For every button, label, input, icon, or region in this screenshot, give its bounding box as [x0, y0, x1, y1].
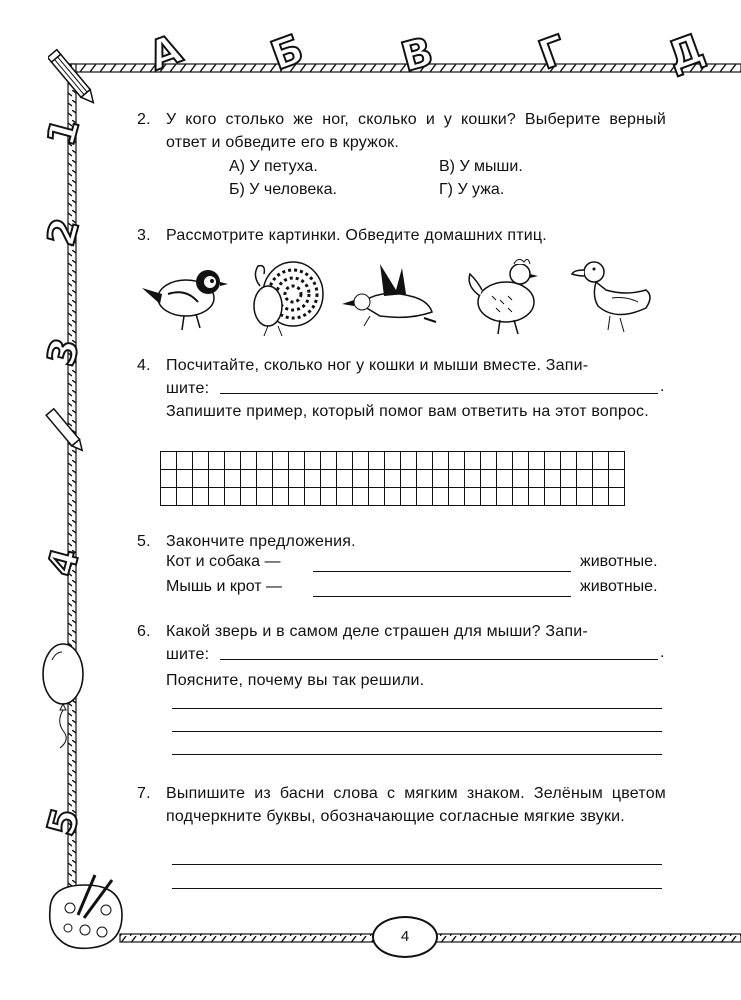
border-digit: 4	[38, 543, 88, 581]
sentence-end: животные.	[580, 578, 658, 595]
task-text: Выпишите из басни слова с мягким знаком. Зелёным цветом подчеркните буквы, обозначающие согласные мягкие звуки.	[166, 785, 666, 825]
task-text: Закончите предложения.	[166, 533, 356, 550]
border-digit: 5	[38, 803, 88, 841]
duck-icon[interactable]	[566, 256, 658, 338]
task-text: Посчитайте, сколько ног у кошки и мыши вместе. Запи-	[166, 357, 589, 374]
answer-option[interactable]: А) У петуха.	[229, 158, 318, 175]
border-digit: 1	[38, 113, 88, 151]
answer-line[interactable]	[172, 708, 662, 709]
task-text: Запишите пример, который помог вам ответить на этот вопрос.	[166, 403, 649, 420]
sentence-end: животные.	[580, 553, 658, 570]
pencil-icon	[44, 400, 94, 460]
answer-line[interactable]	[313, 571, 571, 572]
answer-line[interactable]	[220, 393, 658, 394]
answer-line[interactable]	[172, 888, 662, 889]
sentence-start: Мышь и крот —	[166, 578, 283, 595]
answer-option[interactable]: Г) У ужа.	[439, 181, 505, 198]
answer-grid[interactable]	[160, 451, 625, 506]
border-digit: 2	[38, 213, 88, 251]
rooster-icon[interactable]	[458, 256, 546, 338]
paint-palette-icon	[40, 870, 130, 955]
border-digit: 3	[38, 333, 88, 371]
task-text: Какой зверь и в самом деле страшен для мыши? Запи-	[166, 623, 588, 640]
answer-line[interactable]	[172, 754, 662, 755]
border-letter: А	[143, 26, 188, 80]
border-letter: Г	[532, 27, 573, 79]
answer-line[interactable]	[313, 596, 571, 597]
answer-option[interactable]: В) У мыши.	[439, 158, 523, 175]
answer-option[interactable]: Б) У человека.	[229, 181, 337, 198]
sentence-start: Кот и собака —	[166, 553, 281, 570]
answer-line[interactable]	[172, 731, 662, 732]
task-text: шите:	[166, 380, 210, 397]
answer-line[interactable]	[172, 864, 662, 865]
task-number: 4.	[137, 357, 151, 374]
task-number: 7.	[137, 785, 151, 802]
task-text: шите:	[166, 646, 210, 663]
task-text: Рассмотрите картинки. Обведите домашних птиц.	[166, 227, 547, 244]
border-letter: Б	[265, 26, 310, 80]
border-letter: Д	[661, 25, 711, 81]
task-text: У кого столько же ног, сколько и у кошки? Выберите верный ответ и обведите его в кружок.	[166, 111, 666, 151]
border-letter: В	[396, 28, 438, 82]
task-number: 3.	[137, 227, 151, 244]
page-number: 4	[372, 916, 438, 958]
balloon-icon	[38, 640, 88, 750]
pencil-icon	[48, 40, 108, 110]
task-number: 2.	[137, 111, 151, 128]
turkey-icon[interactable]	[238, 256, 328, 338]
crow-icon[interactable]	[340, 260, 440, 330]
task-text: Поясните, почему вы так решили.	[166, 672, 425, 689]
answer-line[interactable]	[220, 659, 658, 660]
tit-icon[interactable]	[138, 258, 228, 338]
task-number: 5.	[137, 533, 151, 550]
task-number: 6.	[137, 623, 151, 640]
